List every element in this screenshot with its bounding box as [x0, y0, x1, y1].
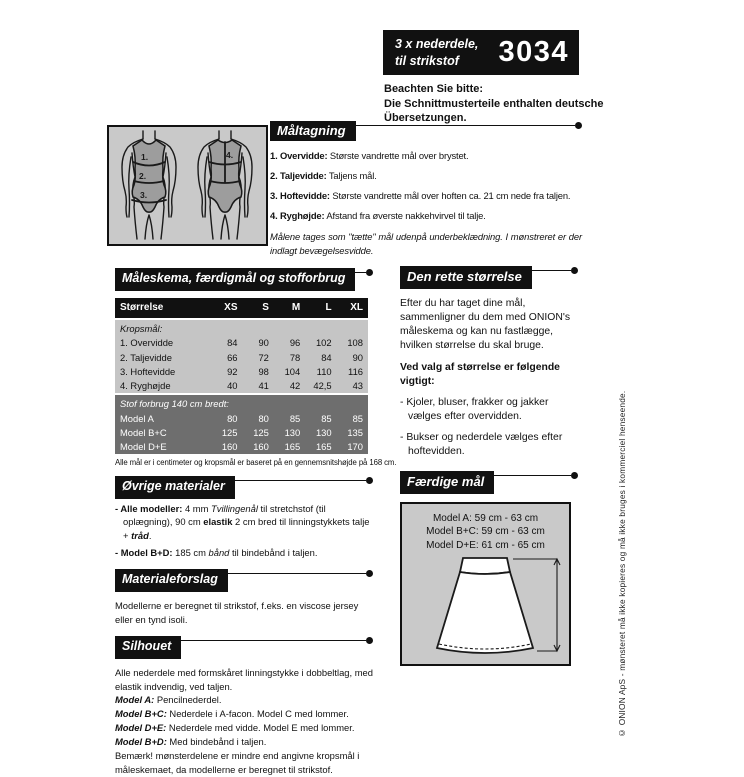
ovrige-heading-row	[115, 476, 373, 499]
ovrige-heading: Øvrige materialer	[115, 476, 235, 499]
pattern-title-line2: til strikstof	[395, 53, 459, 68]
table-section-stofforbrug: Stof forbrug 140 cm bredt:	[115, 394, 368, 411]
heading-rule	[494, 475, 571, 476]
table-row: 2. Taljevidde 66 72 78 84 90	[115, 350, 368, 364]
model-line-a: Model A: Pencilnederdel.	[115, 694, 222, 706]
maltagning-heading: Måltagning	[270, 121, 356, 141]
heading-dot	[571, 472, 578, 479]
col-header-l: L	[305, 298, 336, 319]
col-header-size: Størrelse	[115, 298, 211, 319]
heading-dot	[571, 267, 578, 274]
finished-measure-de: Model D+E: 61 cm - 65 cm	[426, 539, 545, 551]
maleskema-heading-row	[115, 268, 373, 291]
german-notice	[384, 82, 603, 126]
silhouet-heading: Silhouet	[115, 636, 181, 659]
table-header-row	[115, 298, 368, 319]
materialeforslag-heading: Materialeforslag	[115, 569, 228, 592]
figure-label-2: 2.	[139, 171, 147, 181]
materials-item-model-bd: - Model B+D: 185 cm bånd til bindebånd i taljen.	[115, 546, 318, 558]
figure-label-4: 4.	[226, 150, 234, 160]
finished-measure-a: Model A: 59 cm - 63 cm	[432, 512, 539, 524]
table-row: Model D+E 160 160 165 165 170	[115, 440, 368, 454]
materialeforslag-heading-row	[115, 569, 373, 592]
pattern-title-box	[383, 30, 579, 75]
notice-line: Die Schnittmusterteile enthalten deutsche	[384, 97, 604, 110]
table-section-kropsmal: Kropsmål:	[115, 319, 368, 336]
measure-item-3: 3. Hoftevidde: Største vandrette mål over hoften ca. 21 cm nede fra taljen.	[270, 190, 571, 201]
heading-rule	[532, 270, 571, 271]
measurement-table	[115, 298, 368, 454]
silhouet-intro: Alle nederdele med formskåret linningstykke i dobbeltlag, med elastik indvendig, ved taljen.	[115, 667, 373, 692]
silhouet-heading-row	[115, 636, 373, 659]
den-rette-paragraph: Efter du har taget dine mål, sammenligner du dem med ONION's måleskema og kan nu fastlægge, hvilken størrelse du skal bruge.	[400, 297, 571, 351]
copyright-vertical-text: © ONION ApS - mønsteret må ikke kopieres og må ikke bruges i kommerciel henseende.	[617, 390, 627, 738]
pattern-title	[395, 36, 478, 69]
figure-label-3: 3.	[140, 190, 148, 200]
table-footnote: Alle mål er i centimeter og kropsmål er baseret på en gennemsnitshøjde på 168 cm.	[115, 458, 397, 468]
heading-rule	[235, 480, 366, 481]
faerdige-heading-row	[400, 471, 578, 494]
pattern-title-line1: 3 x nederdele,	[395, 37, 479, 52]
heading-dot	[366, 269, 373, 276]
measure-item-1: 1. Overvidde: Største vandrette mål over brystet.	[270, 150, 469, 161]
col-header-xs: XS	[211, 298, 242, 319]
table-row: Model B+C 125 125 130 130 135	[115, 425, 368, 439]
pattern-number: 3034	[498, 36, 569, 68]
col-header-s: S	[243, 298, 274, 319]
skirt-diagram	[407, 554, 565, 662]
body-measurement-figure-panel	[107, 125, 268, 246]
finished-measure-bc: Model B+C: 59 cm - 63 cm	[426, 526, 545, 538]
section-maltagning	[270, 121, 582, 258]
body-measurement-figure	[109, 127, 265, 243]
table-row: 3. Hoftevidde 92 98 104 110 116	[115, 364, 368, 378]
den-rette-important: Ved valg af størrelse er følgende vigtigt:	[400, 361, 560, 387]
heading-dot	[366, 637, 373, 644]
materialeforslag-text: Modellerne er beregnet til strikstof, f.eks. en viscose jersey eller en tynd isoli.	[115, 600, 359, 625]
notice-line: Übersetzungen.	[384, 112, 467, 125]
den-rette-bullet-2: - Bukser og nederdele vælges efter hoftevidden.	[400, 431, 563, 457]
den-rette-bullet-1: - Kjoler, bluser, frakker og jakker vælges efter overvidden.	[400, 396, 549, 422]
heading-dot	[366, 570, 373, 577]
heading-dot	[366, 477, 373, 484]
maltagning-heading-row	[270, 121, 582, 141]
heading-dot	[575, 122, 582, 129]
model-line-bc: Model B+C: Nederdele i A-facon. Model C med lommer.	[115, 708, 349, 720]
heading-rule	[228, 573, 366, 574]
table-row: 1. Overvidde 84 90 96 102 108	[115, 336, 368, 350]
den-rette-heading: Den rette størrelse	[400, 266, 532, 289]
silhouet-note: Bemærk! mønsterdelene er mindre end angivne kropsmål i måleskemaet, da modellerne er beregnet til strikstof.	[115, 749, 360, 775]
maleskema-heading: Måleskema, færdigmål og stofforbrug	[115, 268, 355, 291]
col-header-m: M	[274, 298, 305, 319]
finished-measures-panel	[400, 502, 571, 667]
notice-line: Beachten Sie bitte:	[384, 83, 484, 95]
heading-rule	[356, 125, 575, 126]
left-column	[115, 268, 397, 777]
materials-item-all-models: - Alle modeller: 4 mm Tvillingenål til stretchstof (til oplægning), 90 cm elastik 2 cm bred til linningstykkets talje + tråd.	[115, 502, 370, 542]
col-header-xl: XL	[337, 298, 368, 319]
model-line-bd: Model B+D: Med bindebånd i taljen.	[115, 736, 267, 748]
maltagning-note: Målene tages som "tætte" mål udenpå underbeklædning. I mønstreret er der indlagt bevægelsesvidde.	[270, 231, 582, 257]
right-column	[400, 266, 578, 666]
table-row: 4. Ryghøjde 40 41 42 42,5 43	[115, 379, 368, 394]
model-line-de: Model D+E: Nederdele med vidde. Model E med lommer.	[115, 722, 355, 734]
measure-item-4: 4. Ryghøjde: Afstand fra øverste nakkehvirvel til talje.	[270, 210, 486, 221]
heading-rule	[181, 640, 366, 641]
measure-item-2: 2. Taljevidde: Taljens mål.	[270, 170, 377, 181]
faerdige-heading: Færdige mål	[400, 471, 494, 494]
heading-rule	[355, 272, 366, 273]
figure-label-1: 1.	[141, 152, 149, 162]
table-row: Model A 80 80 85 85 85	[115, 411, 368, 425]
den-rette-heading-row	[400, 266, 578, 289]
silhouet-models	[115, 693, 373, 749]
